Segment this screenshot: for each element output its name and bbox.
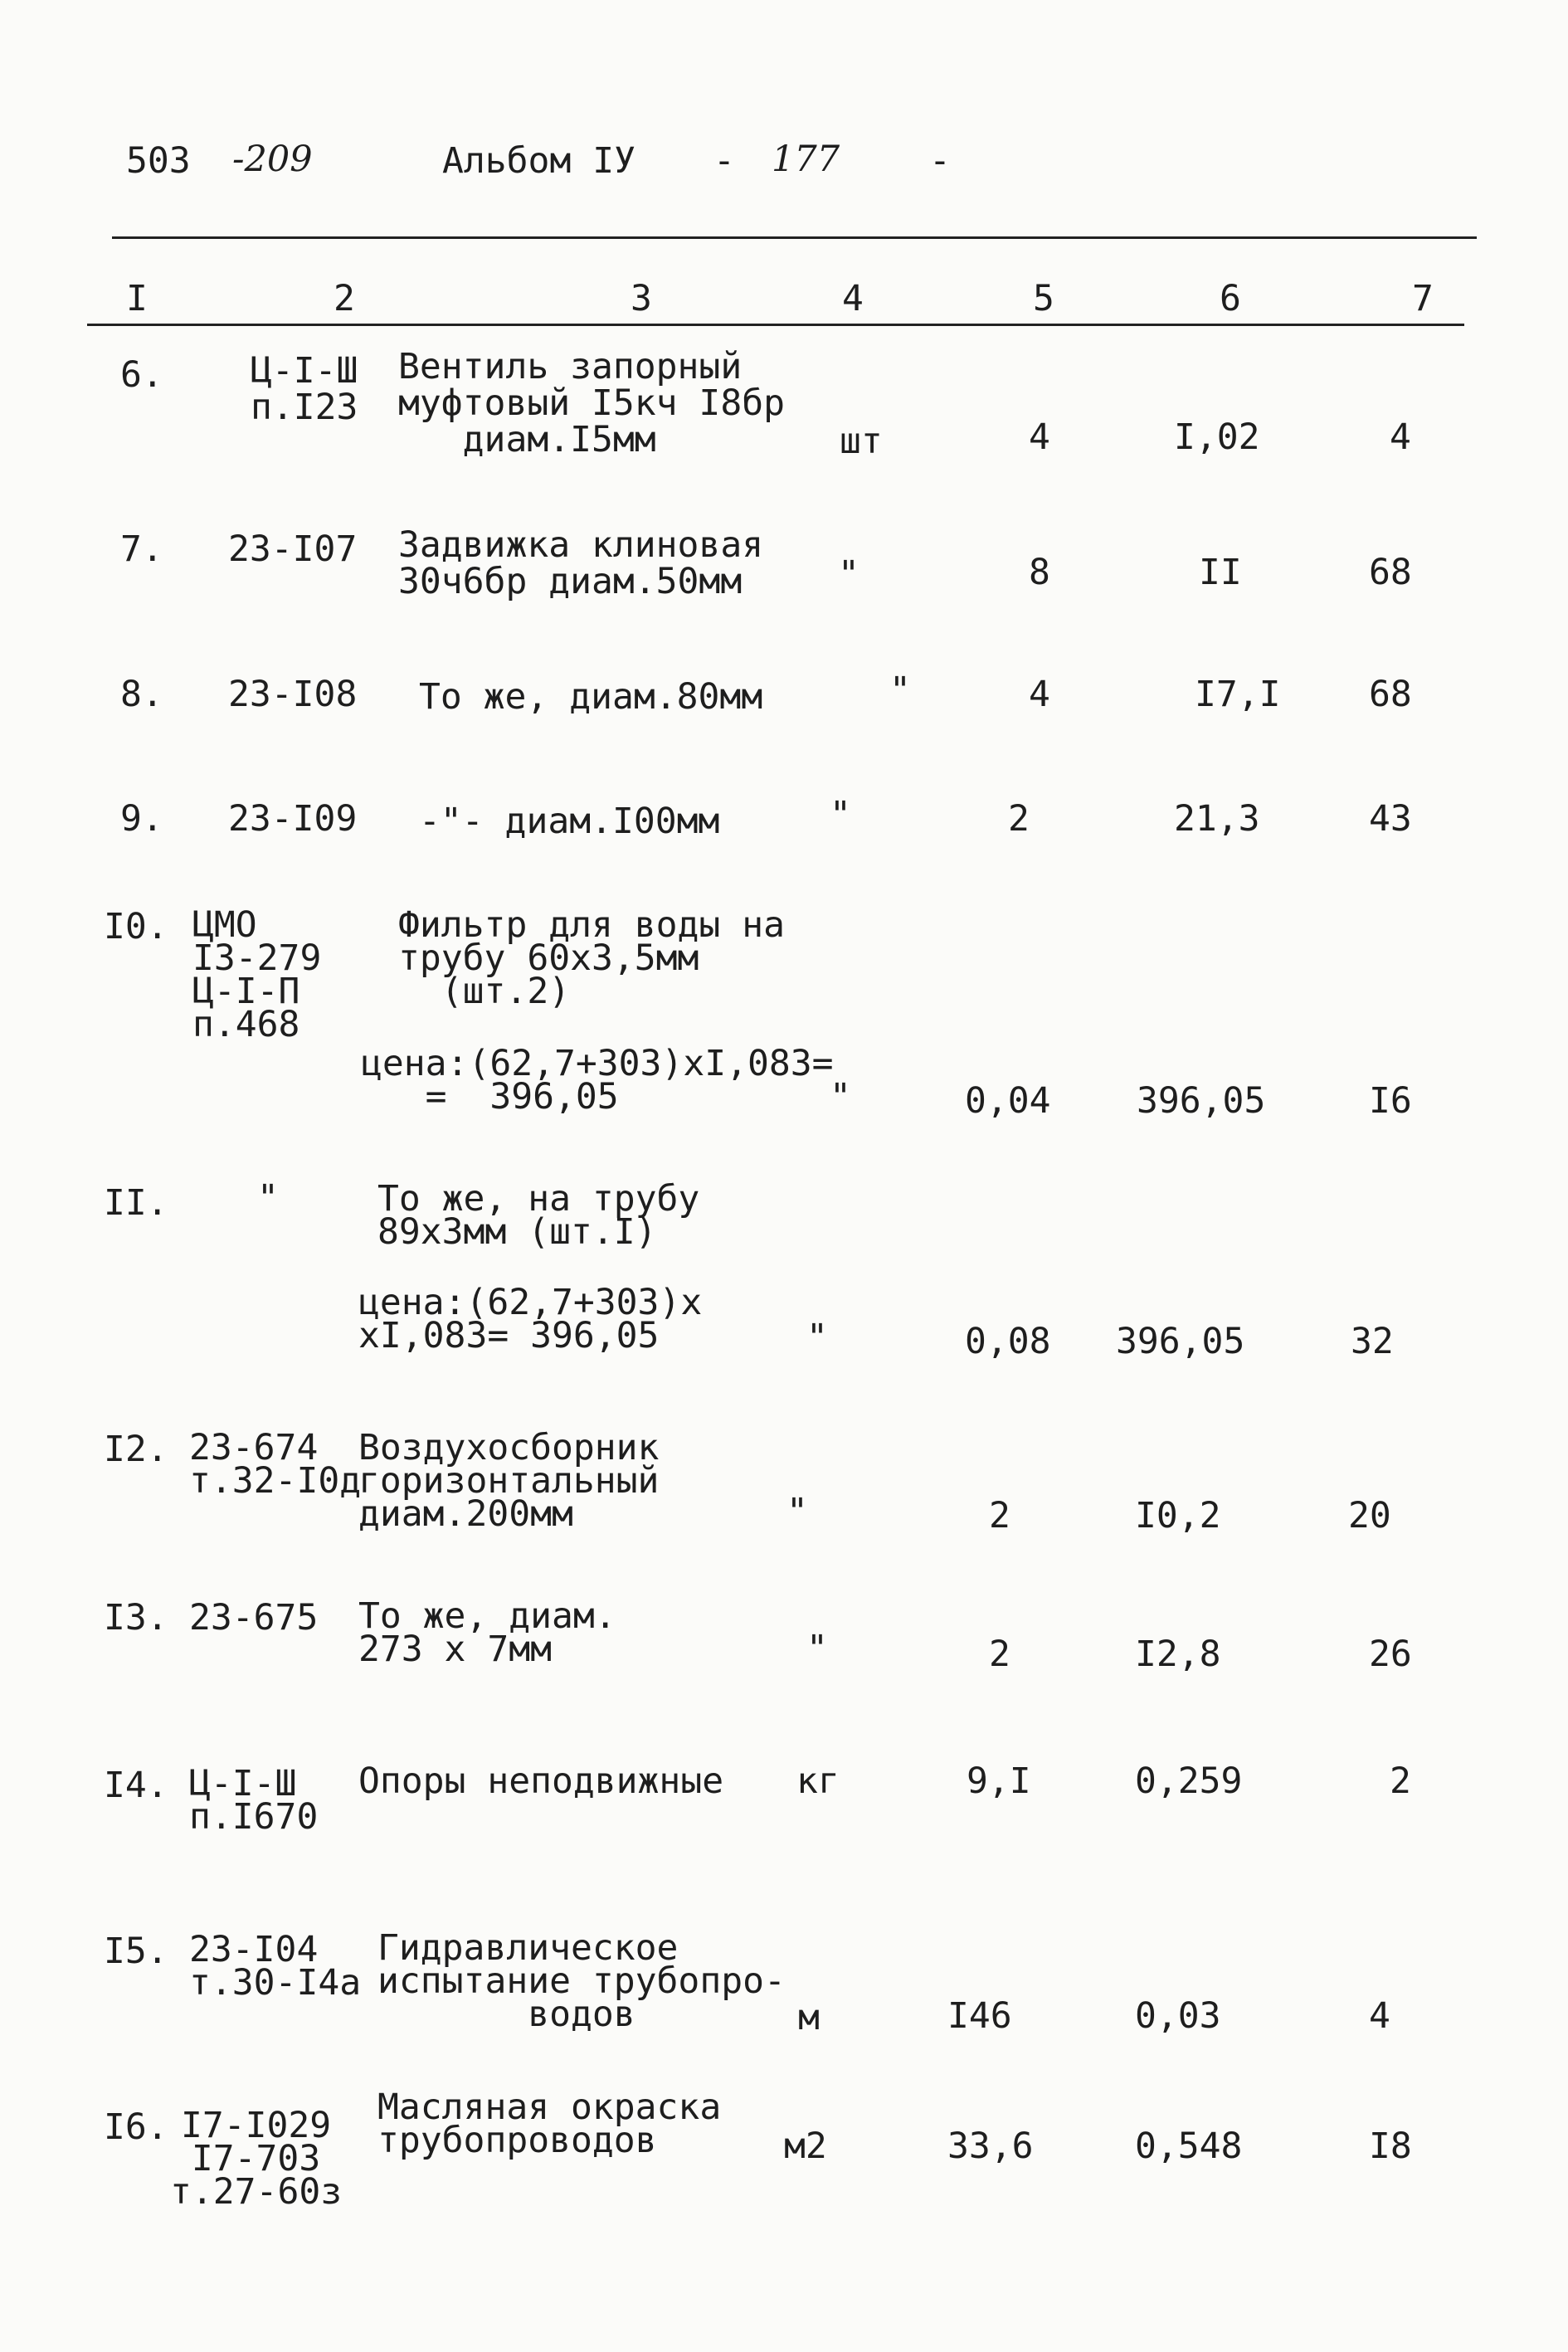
col-header-3: 3 — [631, 278, 652, 319]
row-qty: 4 — [1029, 674, 1050, 715]
row-price: I2,8 — [1135, 1634, 1221, 1675]
header-album: Альбом IУ — [442, 140, 635, 182]
row-number: 8. — [120, 674, 163, 715]
row-unit: " — [786, 1491, 808, 1532]
row-name: Задвижка клиновая 30ч6бр диам.50мм — [398, 524, 764, 602]
row-unit: " — [806, 1628, 828, 1669]
header-dash-left: - — [713, 140, 735, 182]
row-price: II — [1199, 552, 1242, 593]
header-sheet-number: -209 — [232, 139, 313, 180]
column-header-rule — [87, 324, 1464, 326]
row-total: 32 — [1351, 1321, 1394, 1362]
col-header-6: 6 — [1220, 278, 1241, 319]
row-unit: " — [830, 1076, 851, 1118]
row-code: 23-I04 т.30-I4а — [189, 1929, 362, 2004]
row-number: I0. — [104, 906, 168, 947]
row-name: Масляная окраска трубопроводов — [377, 2087, 722, 2161]
row-unit: " — [889, 670, 911, 711]
row-qty: 2 — [989, 1634, 1010, 1675]
row-calc: цена:(62,7+303)хI,083= = 396,05 — [361, 1043, 834, 1118]
row-code: 23-675 — [189, 1597, 319, 1639]
row-unit: кг — [796, 1760, 840, 1802]
row-price: 0,03 — [1135, 1995, 1221, 2037]
header-dash-right: - — [929, 140, 951, 182]
row-unit: шт — [840, 421, 883, 462]
row-number: 7. — [120, 528, 163, 570]
row-qty: 9,I — [967, 1760, 1031, 1802]
row-total: I6 — [1369, 1080, 1412, 1122]
row-name: Опоры неподвижные — [358, 1760, 724, 1802]
row-qty: 0,08 — [965, 1321, 1051, 1362]
row-price: 21,3 — [1174, 798, 1260, 840]
row-price: 0,259 — [1135, 1760, 1243, 1802]
row-price: I7,I — [1195, 674, 1281, 715]
col-header-2: 2 — [334, 278, 355, 319]
row-unit: " — [838, 553, 859, 595]
row-code: 23-I09 — [228, 798, 358, 840]
row-price: 0,548 — [1135, 2126, 1243, 2167]
row-code: ЦМО I3-279 Ц-I-П п.468 — [192, 904, 322, 1045]
col-header-1: I — [126, 278, 148, 319]
row-number: I6. — [104, 2106, 168, 2148]
row-total: I8 — [1369, 2126, 1412, 2167]
row-unit: " — [830, 794, 851, 835]
header-page-number: 177 — [772, 139, 840, 180]
row-total: 4 — [1390, 416, 1411, 458]
row-price: I0,2 — [1135, 1495, 1221, 1536]
header-code: 503 — [126, 140, 191, 182]
row-total: 68 — [1369, 552, 1412, 593]
row-unit: " — [806, 1317, 828, 1358]
col-header-7: 7 — [1412, 278, 1434, 319]
row-calc: цена:(62,7+303)х хI,083= 396,05 — [358, 1282, 703, 1356]
row-code: I7-I029 I7-703 т.27-60з — [170, 2105, 343, 2213]
col-header-4: 4 — [842, 278, 864, 319]
row-total: 4 — [1369, 1995, 1390, 2037]
row-price: 396,05 — [1116, 1321, 1245, 1362]
row-name: Гидравлическое испытание трубопро- водов — [377, 1927, 786, 2035]
row-name: То же, диам.80мм — [419, 676, 763, 718]
row-code: 23-674 т.32-I0д — [189, 1427, 362, 1502]
row-qty: 4 — [1029, 416, 1050, 458]
row-qty: 8 — [1029, 552, 1050, 593]
row-code: " — [257, 1177, 279, 1219]
row-name: То же, диам. 273 х 7мм — [358, 1595, 616, 1670]
row-name: Фильтр для воды на трубу 60х3,5мм (шт.2) — [398, 904, 785, 1012]
row-number: I3. — [104, 1597, 168, 1639]
row-number: 6. — [120, 354, 163, 396]
row-price: 396,05 — [1137, 1080, 1266, 1122]
row-code: Ц-I-Ш п.I23 — [251, 350, 358, 428]
row-unit: м — [798, 1997, 820, 2038]
row-total: 26 — [1369, 1634, 1412, 1675]
row-qty: 2 — [989, 1495, 1010, 1536]
row-unit: м2 — [784, 2126, 827, 2167]
row-code: 23-I07 — [228, 528, 358, 570]
row-qty: I46 — [947, 1995, 1012, 2037]
header-rule — [112, 236, 1477, 239]
row-name: То же, на трубу 89х3мм (шт.I) — [377, 1178, 700, 1253]
row-total: 20 — [1348, 1495, 1391, 1536]
row-qty: 33,6 — [947, 2126, 1034, 2167]
row-number: I5. — [104, 1931, 168, 1972]
row-qty: 0,04 — [965, 1080, 1051, 1122]
row-name: -"- диам.I00мм — [419, 801, 720, 842]
row-number: 9. — [120, 798, 163, 840]
row-number: I4. — [104, 1765, 168, 1806]
row-price: I,02 — [1174, 416, 1260, 458]
row-total: 2 — [1390, 1760, 1411, 1802]
row-total: 43 — [1369, 798, 1412, 840]
row-qty: 2 — [1008, 798, 1030, 840]
row-total: 68 — [1369, 674, 1412, 715]
row-code: Ц-I-Ш п.I670 — [189, 1763, 319, 1838]
col-header-5: 5 — [1033, 278, 1054, 319]
row-name: Вентиль запорный муфтовый I5кч I8бр диам.I5мм — [398, 346, 785, 460]
row-number: I2. — [104, 1429, 168, 1470]
row-number: II. — [104, 1182, 168, 1224]
row-name: Воздухосборник горизонтальный диам.200мм — [358, 1427, 660, 1535]
row-code: 23-I08 — [228, 674, 358, 715]
